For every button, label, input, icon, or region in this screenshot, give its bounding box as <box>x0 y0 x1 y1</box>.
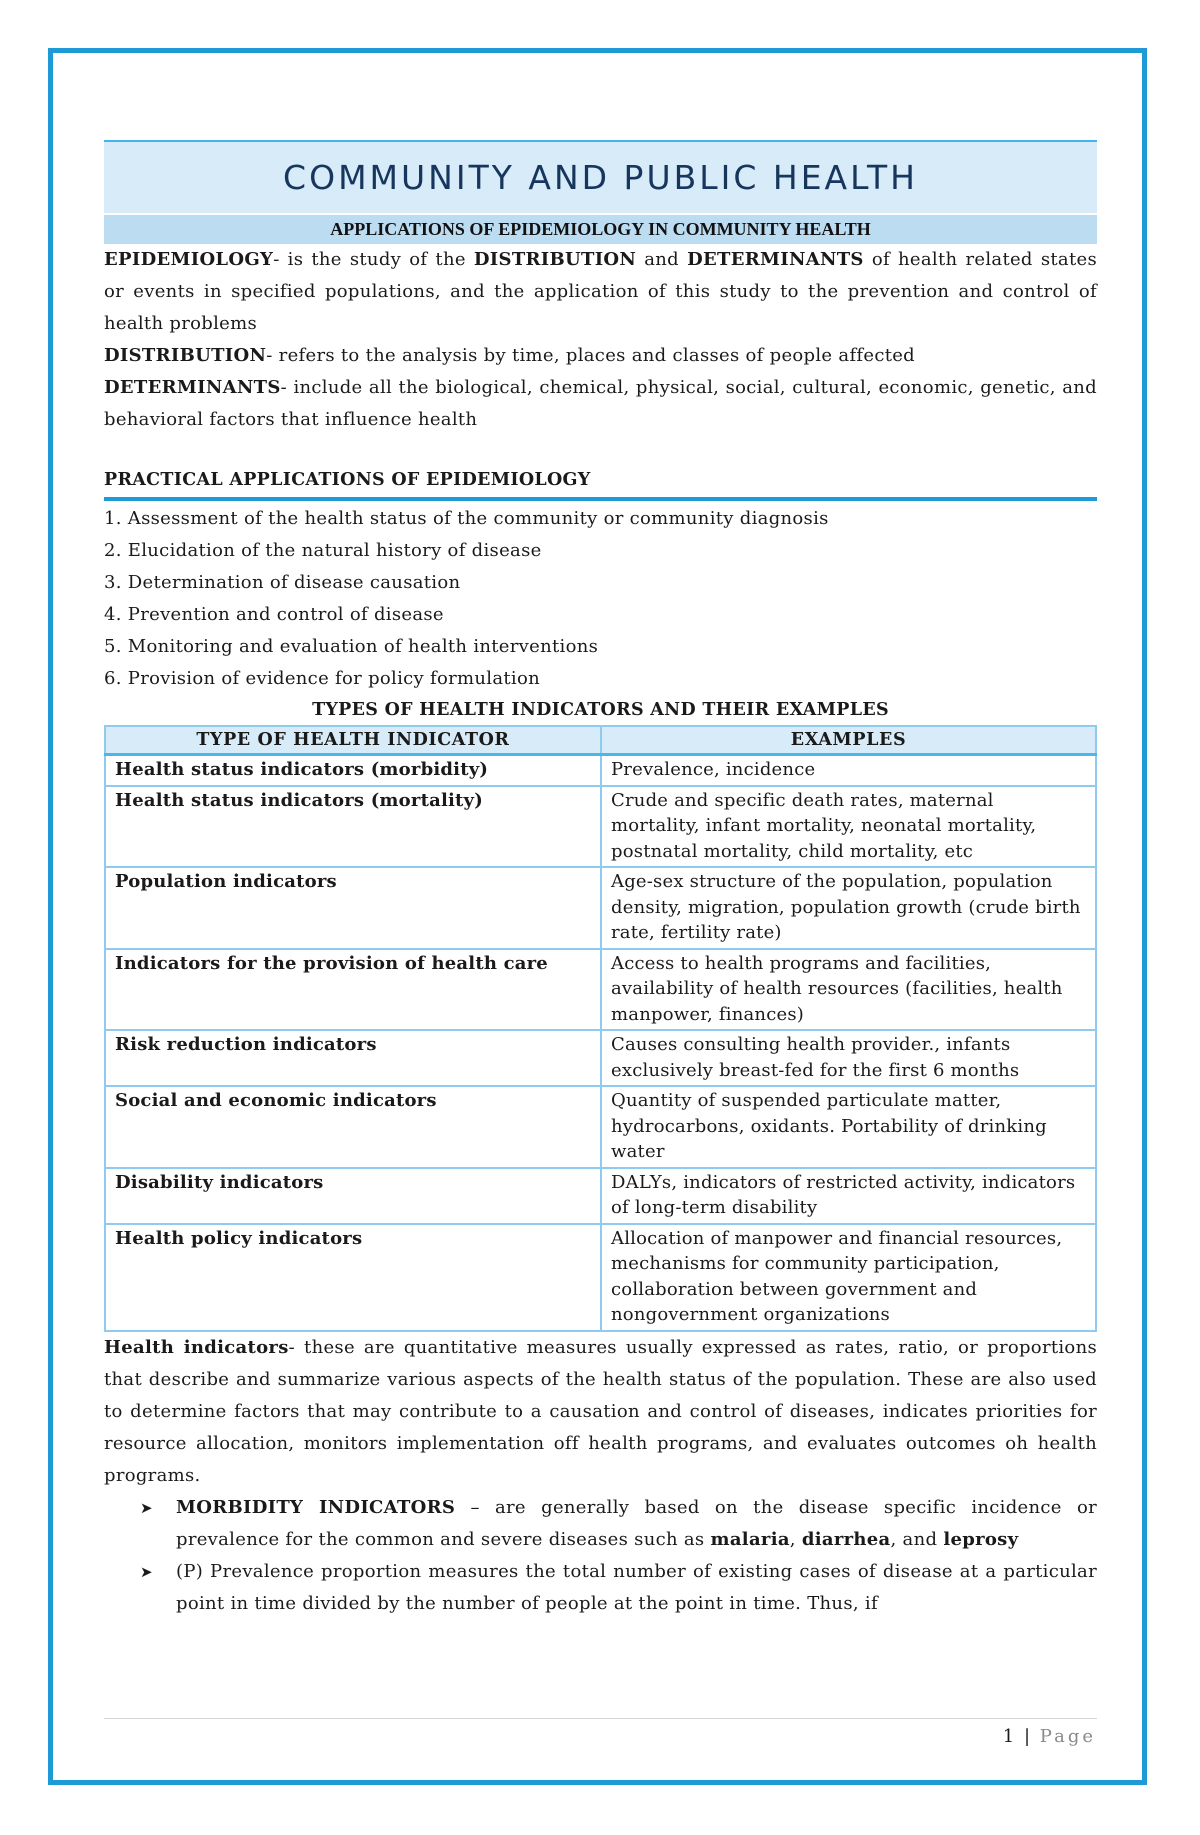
definition-text: and <box>636 249 688 270</box>
table-row <box>105 949 1096 1031</box>
indicator-examples: Allocation of manpower and financial resources, mechanisms for community participation, collaboration between government and nongovernment organizations <box>601 1224 1096 1331</box>
indicator-type: Social and economic indicators <box>105 1086 601 1168</box>
list-item: 5. Monitoring and evaluation of health interventions <box>104 636 599 657</box>
list-item: 6. Provision of evidence for policy formulation <box>104 668 540 689</box>
indicator-type: Health status indicators (morbidity) <box>105 755 601 786</box>
bullet-text: , <box>789 1528 802 1550</box>
page-title: COMMUNITY AND PUBLIC HEALTH <box>104 140 1097 213</box>
indicator-type: Population indicators <box>105 867 601 949</box>
practical-applications-list <box>104 503 1097 695</box>
arrow-bullet-icon: ➤ <box>140 1562 153 1581</box>
disease-malaria: malaria <box>710 1528 790 1550</box>
health-indicators-term: Health indicators <box>104 1336 289 1358</box>
table-row <box>105 1030 1096 1086</box>
footer-separator: | <box>1023 1726 1033 1747</box>
disease-diarrhea: diarrhea <box>801 1528 891 1550</box>
bullet-text: (P) Prevalence proportion measures the total number of existing cases of disease at a particular point in time divided by the number of people at the point in time. Thus, if <box>176 1560 1097 1614</box>
indicator-examples: Access to health programs and facilities, availability of health resources (facilities, health manpower, finances) <box>601 949 1096 1031</box>
indicator-examples: Prevalence, incidence <box>601 755 1096 786</box>
column-header-type: TYPE OF HEALTH INDICATOR <box>105 726 601 755</box>
table-row <box>105 786 1096 868</box>
table-row <box>105 1224 1096 1331</box>
table-header-row <box>105 726 1096 755</box>
determinants-keyword: DETERMINANTS <box>687 249 864 270</box>
definition-text: - refers to the analysis by time, places and classes of people affected <box>266 345 916 366</box>
section-subtitle: APPLICATIONS OF EPIDEMIOLOGY IN COMMUNITY HEALTH <box>104 215 1097 244</box>
health-indicators-table <box>104 725 1097 1332</box>
determinants-definition <box>104 372 1097 436</box>
indicator-type: Disability indicators <box>105 1168 601 1224</box>
list-item: 3. Determination of disease causation <box>104 572 461 593</box>
disease-leprosy: leprosy <box>943 1528 1019 1550</box>
indicator-type: Health policy indicators <box>105 1224 601 1331</box>
bullet-prevalence <box>140 1556 1097 1620</box>
distribution-term: DISTRIBUTION <box>104 345 267 366</box>
page-number: 1 <box>1002 1726 1017 1747</box>
epidemiology-definition <box>104 244 1097 340</box>
definition-text: - these are quantitative measures usually expressed as rates, ratio, or proportions that describe and summarize various aspects of the health status of the population. These are also used to determine factors that may contribute to a causation and control of diseases, indicates priorities for resource allocation, monitors implementation off health programs, and evaluates outcomes oh health programs. <box>104 1336 1098 1486</box>
indicator-examples: Crude and specific death rates, maternal mortality, infant mortality, neonatal mortality, postnatal mortality, child mortality, etc <box>601 786 1096 868</box>
indicator-examples: DALYs, indicators of restricted activity, indicators of long-term disability <box>601 1168 1096 1224</box>
column-header-examples: EXAMPLES <box>601 726 1096 755</box>
table-row <box>105 1168 1096 1224</box>
definition-text: - include all the biological, chemical, physical, social, cultural, economic, genetic, and behavioral factors that influence health <box>104 377 1097 430</box>
page-footer <box>1003 1726 1096 1747</box>
table-row <box>105 867 1096 949</box>
bullet-morbidity <box>140 1492 1097 1556</box>
determinants-term: DETERMINANTS <box>104 377 281 398</box>
document-content <box>104 140 1097 1620</box>
indicator-type: Health status indicators (mortality) <box>105 786 601 868</box>
indicator-bullet-list <box>104 1492 1097 1620</box>
bullet-text: , and <box>890 1528 944 1550</box>
epidemiology-term: EPIDEMIOLOGY <box>104 249 274 270</box>
arrow-bullet-icon: ➤ <box>140 1498 153 1517</box>
list-item: 2. Elucidation of the natural history of disease <box>104 540 542 561</box>
morbidity-term: MORBIDITY INDICATORS <box>176 1496 456 1518</box>
table-row <box>105 755 1096 786</box>
list-item: 4. Prevention and control of disease <box>104 604 444 625</box>
indicator-type: Risk reduction indicators <box>105 1030 601 1086</box>
distribution-definition <box>104 340 1097 372</box>
footer-divider <box>104 1718 1097 1719</box>
definition-text: of health related states or events in specified populations, and the application of this study to the prevention and control of health problems <box>104 249 1097 334</box>
indicator-examples: Quantity of suspended particulate matter, hydrocarbons, oxidants. Portability of drinking water <box>601 1086 1096 1168</box>
health-indicators-definition <box>104 1332 1097 1492</box>
indicator-type: Indicators for the provision of health care <box>105 949 601 1031</box>
bullet-text: – are generally based on the disease specific incidence or prevalence for the common and severe diseases such as <box>176 1496 1097 1550</box>
indicator-examples: Causes consulting health provider., infants exclusively breast-fed for the first 6 months <box>601 1030 1096 1086</box>
definition-text: - is the study of the <box>273 249 474 270</box>
list-item: 1. Assessment of the health status of the community or community diagnosis <box>104 508 829 529</box>
practical-applications-heading: PRACTICAL APPLICATIONS OF EPIDEMIOLOGY <box>104 470 1097 501</box>
table-title: TYPES OF HEALTH INDICATORS AND THEIR EXAMPLES <box>312 700 889 720</box>
page-label: Page <box>1039 1726 1096 1747</box>
indicator-examples: Age-sex structure of the population, population density, migration, population growth (crude birth rate, fertility rate) <box>601 867 1096 949</box>
table-row <box>105 1086 1096 1168</box>
distribution-keyword: DISTRIBUTION <box>473 249 637 270</box>
